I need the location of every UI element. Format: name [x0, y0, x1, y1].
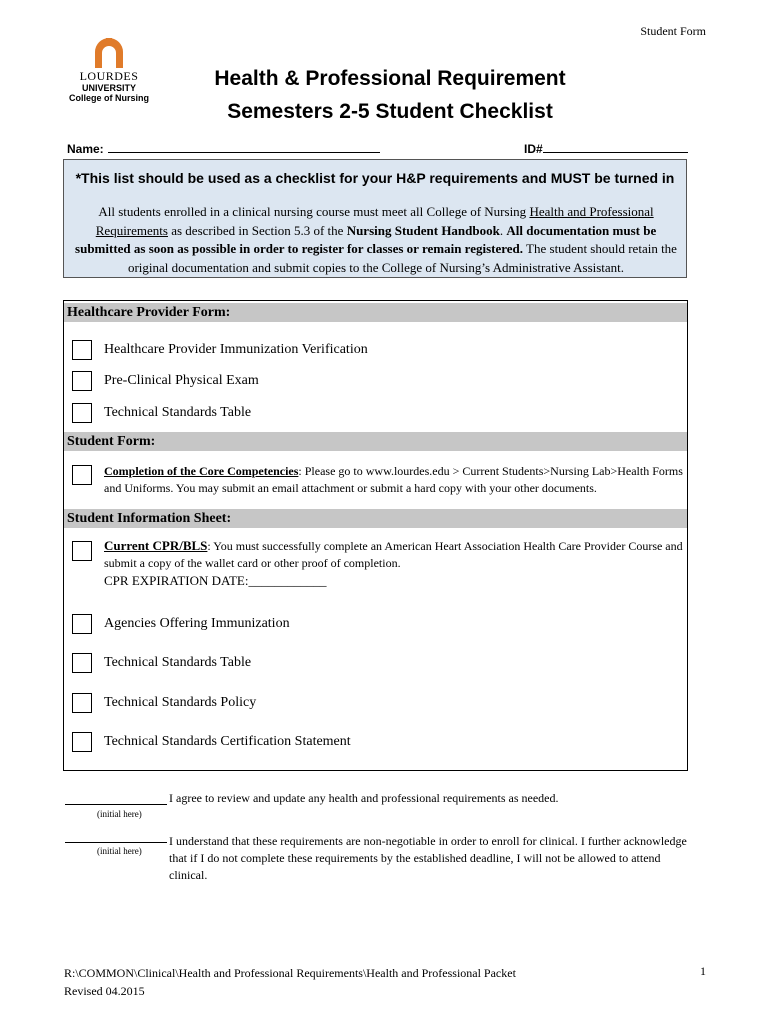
checkbox-core-competencies[interactable]: [72, 465, 92, 485]
id-input-line[interactable]: [543, 140, 688, 153]
initial-line-1[interactable]: [65, 790, 167, 805]
footer-file-path: [64, 964, 516, 1000]
item-technical-standards-policy: Technical Standards Policy: [104, 695, 257, 710]
notice-text-2: as described in Section 5.3 of the: [167, 222, 347, 238]
initial-line-2[interactable]: [65, 828, 167, 843]
file-path: R:\COMMON\Clinical\Health and Professional Requirements\Health and Professional Packet: [64, 966, 516, 980]
notice-text-3: .: [499, 222, 507, 238]
logo-college: College of Nursing: [68, 93, 149, 103]
section-heading-provider: Healthcare Provider Form:: [64, 303, 687, 322]
name-label: Name:: [67, 142, 104, 156]
handbook-name: Nursing Student Handbook: [346, 222, 500, 238]
checkbox-agencies-immunization[interactable]: [72, 614, 92, 634]
notice-bold-sentence: All documentation must be submitted as soon as possible in order to register for classes or remain registered.: [75, 222, 657, 256]
form-type-label: Student Form: [640, 24, 706, 38]
notice-title: *This list should be used as a checklist for your H&P requirements and MUST be turned in: [75, 170, 675, 186]
core-competencies-text: : Please go to www.lourdes.edu > Current Students>Nursing Lab>Health Forms and Uniforms. You may submit an email attachment or submit a hard copy with your other documents.: [104, 464, 683, 495]
notice-text-4: The student should retain the original documentation and submit copies to the College of Nursing’s Administrative Assistant.: [127, 241, 677, 275]
logo-university: UNIVERSITY: [81, 83, 136, 93]
cpr-text: : You must successfully complete an American Heart Association Health Care Provider Course and submit a copy of the wallet card or other proof of completion.: [104, 539, 683, 570]
checkbox-certification-statement[interactable]: [72, 732, 92, 752]
name-field[interactable]: [67, 140, 380, 156]
id-label: ID#: [524, 142, 543, 156]
lourdes-arch-icon: [91, 38, 127, 68]
item-physical-exam: Pre-Clinical Physical Exam: [104, 373, 259, 388]
item-cpr-bls: [104, 537, 684, 589]
university-logo: [64, 38, 154, 108]
item-core-competencies: [104, 463, 684, 497]
item-agencies-immunization: Agencies Offering Immunization: [104, 616, 290, 631]
item-immunization-verification: Healthcare Provider Immunization Verification: [104, 342, 368, 357]
requirements-link[interactable]: Health and Professional Requirements: [95, 204, 654, 238]
checkbox-technical-standards-policy[interactable]: [72, 693, 92, 713]
cpr-title: Current CPR/BLS: [104, 538, 208, 553]
revision-date: Revised 04.2015: [64, 984, 145, 998]
initial-label-1: (initial here): [97, 809, 142, 819]
notice-box: [63, 159, 687, 278]
agreement-non-negotiable: I understand that these requirements are non-negotiable in order to enroll for clinical. I further acknowledge that if I do not complete these requirements by the established deadline, I will not be allowed to attend clinical.: [169, 834, 687, 882]
id-field[interactable]: [524, 140, 688, 156]
logo-name: LOURDES: [79, 69, 139, 83]
core-competencies-title: Completion of the Core Competencies: [104, 464, 299, 478]
title-line-1: Health & Professional Requirement: [214, 67, 566, 90]
page-title: [150, 62, 630, 128]
checkbox-cpr-bls[interactable]: [72, 541, 92, 561]
item-technical-standards-table-provider: Technical Standards Table: [104, 405, 252, 420]
notice-text-1: All students enrolled in a clinical nursing course must meet all College of Nursing: [98, 204, 530, 219]
name-input-line[interactable]: [108, 140, 380, 153]
checkbox-immunization-verification[interactable]: [72, 340, 92, 360]
section-heading-student-form: Student Form:: [64, 432, 687, 451]
checkbox-technical-standards-table[interactable]: [72, 653, 92, 673]
checklist-box: [63, 300, 688, 771]
checkbox-physical-exam[interactable]: [72, 371, 92, 391]
cpr-expiration-date: CPR EXPIRATION DATE:____________: [104, 573, 327, 588]
checkbox-technical-standards-table-provider[interactable]: [72, 403, 92, 423]
notice-body: [74, 203, 678, 277]
item-certification-statement: Technical Standards Certification Statement: [104, 734, 351, 749]
title-line-2: Semesters 2-5 Student Checklist: [227, 100, 553, 123]
agreement-review-update: I agree to review and update any health and professional requirements as needed.: [169, 791, 559, 805]
item-technical-standards-table: Technical Standards Table: [104, 655, 252, 670]
section-heading-info-sheet: Student Information Sheet:: [64, 509, 687, 528]
initial-label-2: (initial here): [97, 846, 142, 856]
page-number: 1: [700, 964, 706, 978]
